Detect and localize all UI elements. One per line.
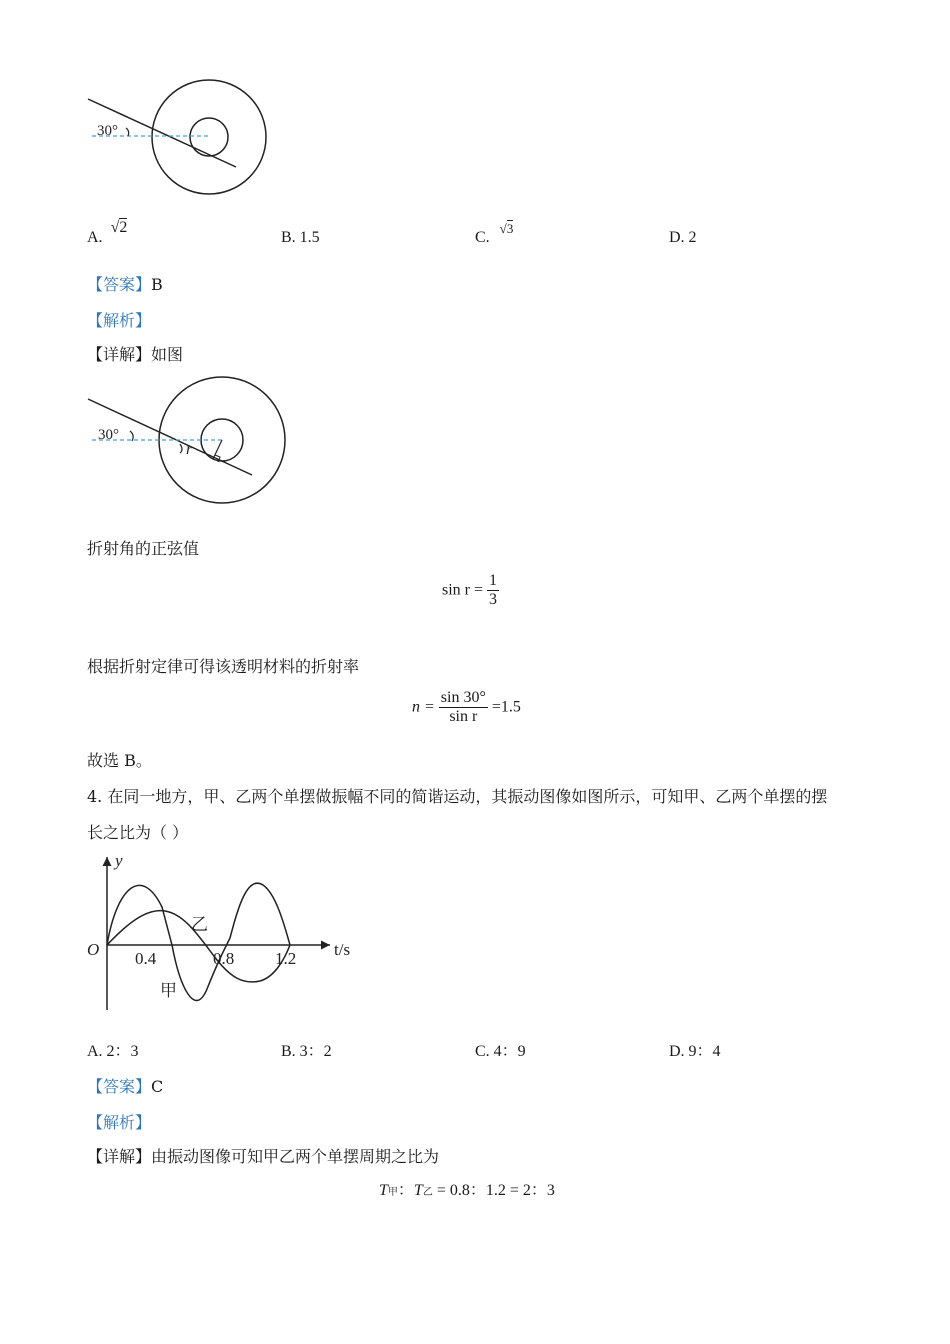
q4-option-c: C. 4：9 xyxy=(475,1043,526,1060)
tick-1-2: 1.2 xyxy=(275,949,297,968)
circle-refraction-figure xyxy=(80,70,280,205)
answer-line: 【答案】B xyxy=(87,275,163,294)
r-label: r xyxy=(186,441,193,458)
q4-stem-line2: 长之比为（ ） xyxy=(87,823,189,842)
angle-arc xyxy=(126,128,129,136)
equation-sin-r: sin r = $\frac{1}{3}$ xyxy=(442,572,498,608)
q4-detail-line: 【详解】由振动图像可知甲乙两个单摆周期之比为 xyxy=(87,1147,440,1166)
option-c: C. $^{√3}$ xyxy=(475,221,514,246)
angle-label: 30° xyxy=(97,123,118,139)
q4-stem-line1: 4. 在同一地方，甲、乙两个单摆做振幅不同的简谐运动，其振动图像如图所示，可知甲、乙两个单摆的摆 xyxy=(87,787,828,806)
origin-label: O xyxy=(87,940,100,959)
refraction-law-text: 根据折射定律可得该透明材料的折射率 xyxy=(87,657,360,676)
q4-option-a: A. 2：3 xyxy=(87,1043,139,1060)
curve-jia xyxy=(107,883,290,1000)
circle-refraction-detail-figure xyxy=(80,370,300,510)
label-jia: 甲 xyxy=(160,981,177,1001)
y-label: y xyxy=(115,851,123,870)
analysis-tag: 【解析】 xyxy=(87,311,152,330)
angle-label: 30° xyxy=(98,427,119,443)
inner-circle xyxy=(190,118,228,156)
option-d: D. 2 xyxy=(669,229,697,246)
q4-option-d: D. 9：4 xyxy=(669,1043,721,1060)
refraction-angle-arc xyxy=(180,444,182,453)
q4-option-b: B. 3：2 xyxy=(281,1043,332,1060)
tick-0-8: 0.8 xyxy=(213,949,235,968)
refraction-sine-text: 折射角的正弦值 xyxy=(87,539,200,558)
q4-answer-line: 【答案】C xyxy=(87,1077,164,1096)
option-b: B. 1.5 xyxy=(281,229,320,246)
conclusion-text: 故选 B。 xyxy=(87,751,152,770)
x-label: t/s xyxy=(334,940,351,959)
tick-0-4: 0.4 xyxy=(135,949,157,968)
q4-analysis-tag: 【解析】 xyxy=(87,1113,152,1132)
vibration-graph xyxy=(80,848,370,1016)
q4-period-equation: T甲：T乙 = 0.8：1.2 = 2：3 xyxy=(379,1182,555,1199)
detail-line: 【详解】如图 xyxy=(87,345,184,364)
label-yi: 乙 xyxy=(191,915,208,935)
equation-index: n = $\frac{\sin 30^\circ}{\text{sin r}}$ =1.5 xyxy=(412,689,521,725)
option-a: A. √2 xyxy=(87,219,128,246)
